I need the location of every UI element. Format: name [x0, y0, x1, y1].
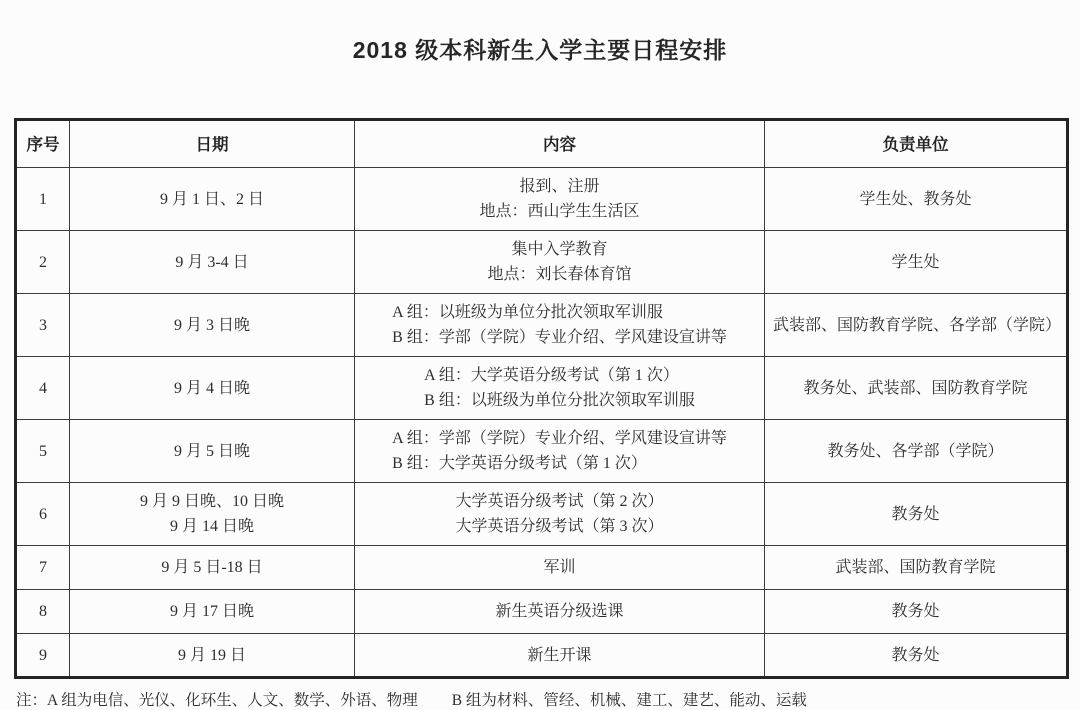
date-cell: 9 月 1 日、2 日: [70, 168, 355, 231]
column-header-content: 内容: [355, 120, 765, 168]
content-cell: 新生开课: [355, 634, 765, 678]
unit-cell: 武装部、国防教育学院: [765, 546, 1068, 590]
unit-cell: 学生处: [765, 231, 1068, 294]
table-row: [16, 634, 1068, 678]
footnote-group-b: B 组为材料、管经、机械、建工、建艺、能动、运载: [451, 692, 807, 709]
date-cell: 9 月 5 日晚: [70, 420, 355, 483]
content-cell: A 组：大学英语分级考试（第 1 次） B 组：以班级为单位分批次领取军训服: [355, 357, 765, 420]
column-header-date: 日期: [70, 120, 355, 168]
unit-cell: 教务处: [765, 590, 1068, 634]
row-number-cell: 6: [16, 483, 70, 546]
column-header-unit: 负责单位: [765, 120, 1068, 168]
row-number-cell: 3: [16, 294, 70, 357]
table-header: [16, 120, 1068, 168]
content-cell: 大学英语分级考试（第 2 次） 大学英语分级考试（第 3 次）: [355, 483, 765, 546]
unit-cell: 教务处: [765, 634, 1068, 678]
row-number-cell: 7: [16, 546, 70, 590]
table-row: [16, 420, 1068, 483]
footnote: [16, 688, 1080, 710]
page-title: 2018 级本科新生入学主要日程安排: [352, 37, 728, 63]
date-cell: 9 月 17 日晚: [70, 590, 355, 634]
row-number-cell: 1: [16, 168, 70, 231]
date-cell: 9 月 3 日晚: [70, 294, 355, 357]
row-number-cell: 4: [16, 357, 70, 420]
unit-cell: 教务处: [765, 483, 1068, 546]
row-number-cell: 9: [16, 634, 70, 678]
table-row: [16, 231, 1068, 294]
content-cell: 军训: [355, 546, 765, 590]
unit-cell: 武装部、国防教育学院、各学部（学院）: [765, 294, 1068, 357]
row-number-cell: 5: [16, 420, 70, 483]
date-cell: 9 月 19 日: [70, 634, 355, 678]
date-cell: 9 月 5 日-18 日: [70, 546, 355, 590]
unit-cell: 教务处、武装部、国防教育学院: [765, 357, 1068, 420]
table-row: [16, 546, 1068, 590]
row-number-cell: 8: [16, 590, 70, 634]
table-row: [16, 357, 1068, 420]
table-row: [16, 294, 1068, 357]
date-cell: 9 月 4 日晚: [70, 357, 355, 420]
table-row: [16, 168, 1068, 231]
content-cell: 集中入学教育 地点：刘长春体育馆: [355, 231, 765, 294]
content-cell: A 组：学部（学院）专业介绍、学风建设宣讲等 B 组：大学英语分级考试（第 1 次）: [355, 420, 765, 483]
date-cell: 9 月 3-4 日: [70, 231, 355, 294]
date-cell: 9 月 9 日晚、10 日晚 9 月 14 日晚: [70, 483, 355, 546]
footnote-group-a: 注：A 组为电信、光仪、化环生、人文、数学、外语、物理: [16, 692, 418, 709]
content-cell: A 组：以班级为单位分批次领取军训服 B 组：学部（学院）专业介绍、学风建设宣讲等: [355, 294, 765, 357]
row-number-cell: 2: [16, 231, 70, 294]
column-header-number: 序号: [16, 120, 70, 168]
header-row: [16, 120, 1068, 168]
unit-cell: 教务处、各学部（学院）: [765, 420, 1068, 483]
table-row: [16, 590, 1068, 634]
table-row: [16, 483, 1068, 546]
table-body: [16, 168, 1068, 678]
schedule-table: [14, 118, 1069, 679]
unit-cell: 学生处、教务处: [765, 168, 1068, 231]
content-cell: 新生英语分级选课: [355, 590, 765, 634]
content-cell: 报到、注册 地点：西山学生生活区: [355, 168, 765, 231]
